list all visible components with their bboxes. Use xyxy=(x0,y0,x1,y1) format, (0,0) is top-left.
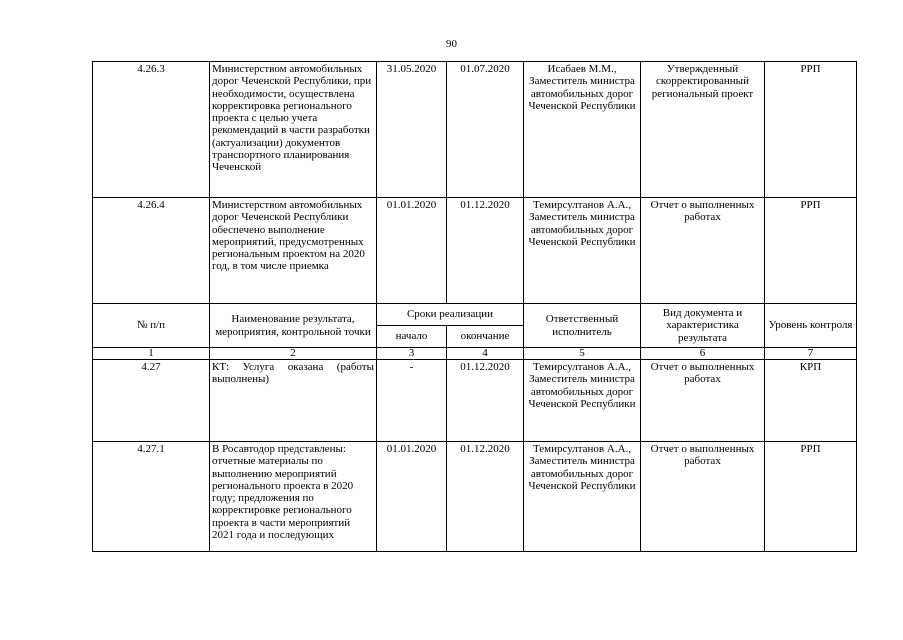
row-end: 01.12.2020 xyxy=(447,442,524,552)
row-responsible: Исабаев М.М., Заместитель министра автомобильных дорог Чеченской Республики xyxy=(524,62,641,198)
header-num: № п/п xyxy=(93,304,210,348)
row-number: 4.27 xyxy=(93,360,210,442)
column-number: 1 xyxy=(93,348,210,360)
header-end: окончание xyxy=(447,326,524,348)
row-level: РРП xyxy=(765,442,857,552)
row-number: 4.27.1 xyxy=(93,442,210,552)
table-row xyxy=(93,360,857,442)
column-number: 7 xyxy=(765,348,857,360)
header-name: Наименование результата, мероприятия, контрольной точки xyxy=(210,304,377,348)
column-number: 6 xyxy=(641,348,765,360)
row-responsible: Темирсултанов А.А., Заместитель министра автомобильных дорог Чеченской Республики xyxy=(524,442,641,552)
row-start: - xyxy=(377,360,447,442)
row-name: В Росавтодор представлены: отчетные материалы по выполнению мероприятий регионального проекта в 2020 году; предложения по корректировке регионального проекта в части мероприятий 2021 года и последующих xyxy=(210,442,377,552)
row-document: Отчет о выполненных работах xyxy=(641,198,765,304)
row-number: 4.26.4 xyxy=(93,198,210,304)
row-start: 31.05.2020 xyxy=(377,62,447,198)
table-header-row xyxy=(93,304,857,326)
column-number: 5 xyxy=(524,348,641,360)
row-level: КРП xyxy=(765,360,857,442)
header-start: начало xyxy=(377,326,447,348)
column-numbers-row xyxy=(93,348,857,360)
row-name: Министерством автомобильных дорог Чеченской Республики, при необходимости, осуществлена корректировка регионального проекта с целью учета рекомендаций в части разработки (актуализации) документов транспортного планирования Чеченской xyxy=(210,62,377,198)
column-number: 3 xyxy=(377,348,447,360)
table-row xyxy=(93,62,857,198)
row-start: 01.01.2020 xyxy=(377,442,447,552)
row-level: РРП xyxy=(765,198,857,304)
plan-table xyxy=(92,61,857,552)
row-name: Министерством автомобильных дорог Чеченской Республики обеспечено выполнение мероприятий, предусмотренных региональным проектом на 2020 год, в том числе приемка xyxy=(210,198,377,304)
row-number: 4.26.3 xyxy=(93,62,210,198)
row-responsible: Темирсултанов А.А., Заместитель министра автомобильных дорог Чеченской Республики xyxy=(524,198,641,304)
row-name: КТ: Услуга оказана (работы выполнены) xyxy=(210,360,377,442)
row-end: 01.12.2020 xyxy=(447,360,524,442)
header-responsible: Ответственный исполнитель xyxy=(524,304,641,348)
header-period: Сроки реализации xyxy=(377,304,524,326)
column-number: 4 xyxy=(447,348,524,360)
row-document: Отчет о выполненных работах xyxy=(641,360,765,442)
page-number: 90 xyxy=(446,38,457,50)
row-level: РРП xyxy=(765,62,857,198)
table-row xyxy=(93,442,857,552)
table-row xyxy=(93,198,857,304)
header-level: Уровень контроля xyxy=(765,304,857,348)
row-document: Отчет о выполненных работах xyxy=(641,442,765,552)
column-number: 2 xyxy=(210,348,377,360)
row-responsible: Темирсултанов А.А., Заместитель министра автомобильных дорог Чеченской Республики xyxy=(524,360,641,442)
row-end: 01.12.2020 xyxy=(447,198,524,304)
header-document: Вид документа и характеристика результата xyxy=(641,304,765,348)
row-end: 01.07.2020 xyxy=(447,62,524,198)
row-document: Утвержденный скорректированный региональный проект xyxy=(641,62,765,198)
row-start: 01.01.2020 xyxy=(377,198,447,304)
